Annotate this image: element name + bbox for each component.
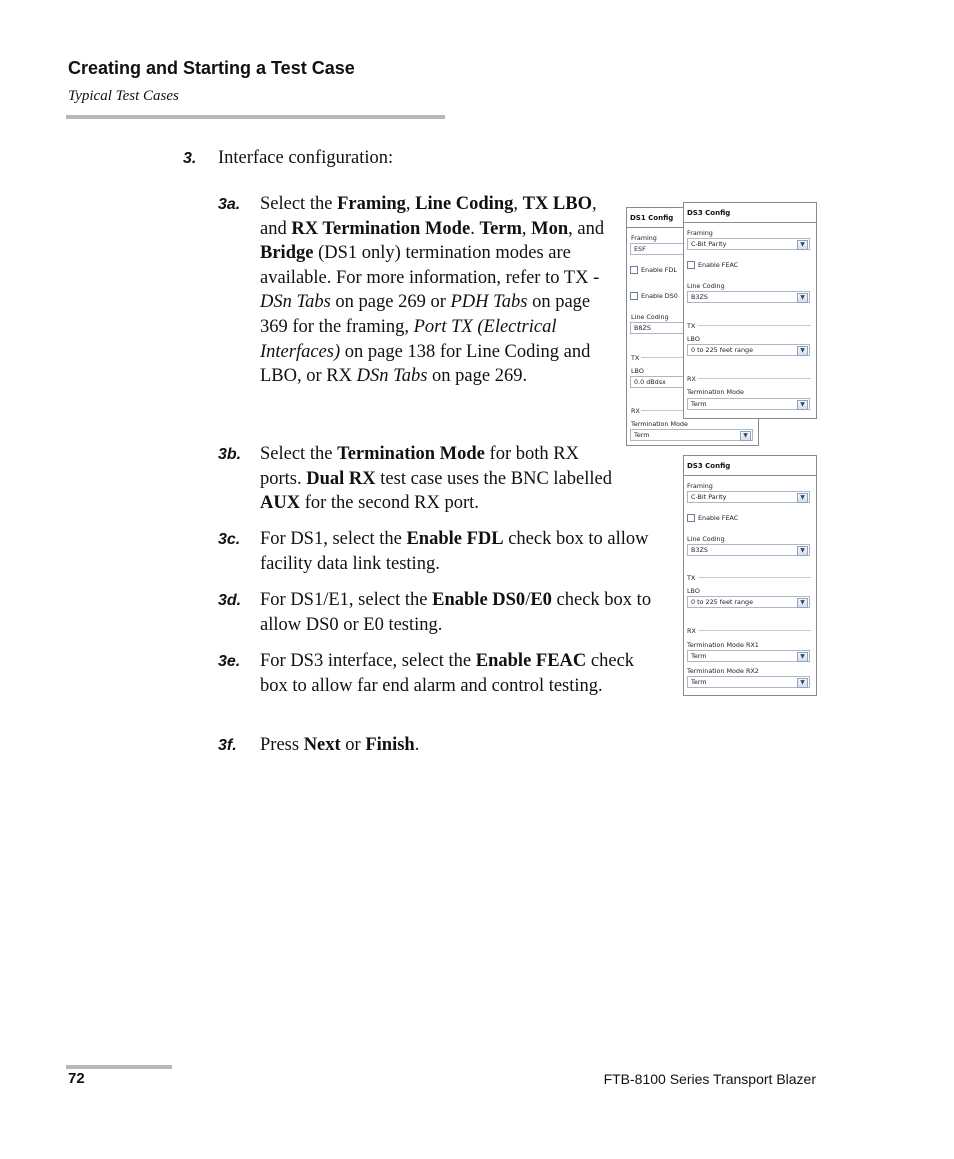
ds3b-rx-label: RX <box>687 627 696 635</box>
ds1-lbo-select[interactable]: 0.0 dBdsx <box>630 376 684 388</box>
substep-3b-text: Select the Termination Mode for both RX ports. Dual RX test case uses the BNC labelled AUX for the second RX port. <box>260 444 612 514</box>
ds3b-enable-feac-checkbox[interactable] <box>687 514 695 522</box>
chevron-down-icon[interactable]: ▼ <box>797 346 808 356</box>
ds3b-line-coding-select[interactable]: B3ZS ▼ <box>687 544 810 556</box>
ds3a-term-mode-label: Termination Mode <box>687 388 744 396</box>
substep-3a-text: Select the Framing, Line Coding, TX LBO, and RX Termination Mode. Term, Mon, and Bridge (DS1 only) termination modes are available. For more information, refer to TX - DSn Tabs on page 269 or PDH Tabs on page 369 for the framing, Port TX (Electrical Interfaces) on page 138 for Line Coding and LBO, or RX DSn Tabs on page 269. <box>260 194 605 387</box>
chevron-down-icon[interactable]: ▼ <box>797 240 808 250</box>
substep-3f-text: Press Next or Finish. <box>260 735 420 755</box>
ds3-config-panel-a <box>683 202 817 419</box>
ds3a-panel-title: DS3 Config <box>684 203 816 223</box>
substep-3d-text: For DS1/E1, select the Enable DS0/E0 check box to allow DS0 or E0 testing. <box>260 590 652 635</box>
ds3b-term-mode-rx1-select[interactable]: Term ▼ <box>687 650 810 662</box>
header-rule <box>66 115 445 119</box>
enable-ds0-checkbox[interactable] <box>630 292 638 300</box>
ds3b-term-mode-rx1-label: Termination Mode RX1 <box>687 641 759 649</box>
ds3b-line-coding-label: Line Coding <box>687 535 725 543</box>
chevron-down-icon[interactable]: ▼ <box>797 400 808 410</box>
ds1-framing-label: Framing <box>631 234 657 242</box>
ds1-term-mode-label: Termination Mode <box>631 420 688 428</box>
ds3b-framing-select[interactable]: C-Bit Parity ▼ <box>687 491 810 503</box>
section-subtitle: Typical Test Cases <box>68 88 179 104</box>
ds3b-tx-label: TX <box>687 574 696 582</box>
ds1-rx-divider <box>641 410 683 411</box>
ds3a-term-mode-select[interactable]: Term ▼ <box>687 398 810 410</box>
substep-3f-number: 3f. <box>218 737 237 754</box>
ds1-framing-select[interactable]: ESF <box>630 243 684 255</box>
ds1-line-coding-label: Line Coding <box>631 313 669 321</box>
chevron-down-icon[interactable]: ▼ <box>797 493 808 503</box>
ds3-config-panel-b <box>683 455 817 696</box>
page-number: 72 <box>68 1070 85 1087</box>
substep-3c-text: For DS1, select the Enable FDL check box to allow facility data link testing. <box>260 529 649 574</box>
chevron-down-icon[interactable]: ▼ <box>797 598 808 608</box>
ds3b-lbo-select[interactable]: 0 to 225 feet range ▼ <box>687 596 810 608</box>
substep-3e-number: 3e. <box>218 653 241 670</box>
ds3a-enable-feac-label: Enable FEAC <box>698 261 739 269</box>
ds1-lbo-label: LBO <box>631 367 644 375</box>
ds3b-term-mode-rx2-label: Termination Mode RX2 <box>687 667 759 675</box>
chevron-down-icon[interactable]: ▼ <box>740 431 751 441</box>
ds3b-tx-divider <box>698 577 811 578</box>
substep-3d-number: 3d. <box>218 592 242 609</box>
ds3a-line-coding-select[interactable]: B3ZS ▼ <box>687 291 810 303</box>
ds3a-rx-label: RX <box>687 375 696 383</box>
step-number: 3. <box>183 150 197 167</box>
enable-fdl-checkbox[interactable] <box>630 266 638 274</box>
ds3a-enable-feac-checkbox[interactable] <box>687 261 695 269</box>
ds1-tx-divider <box>641 357 683 358</box>
ds1-line-coding-select[interactable]: B8ZS <box>630 322 684 334</box>
substep-3e-text: For DS3 interface, select the Enable FEAC check box to allow far end alarm and control testing. <box>260 651 635 696</box>
ds1-tx-label: TX <box>631 354 640 362</box>
enable-fdl-label: Enable FDL <box>641 266 677 274</box>
ds1-rx-label: RX <box>631 407 640 415</box>
ds3a-rx-divider <box>698 378 811 379</box>
chevron-down-icon[interactable]: ▼ <box>797 678 808 688</box>
ds3a-tx-divider <box>698 325 811 326</box>
ds3b-framing-label: Framing <box>687 482 713 490</box>
ds3b-lbo-label: LBO <box>687 587 700 595</box>
ds3a-line-coding-label: Line Coding <box>687 282 725 290</box>
ds3b-rx-divider <box>698 630 811 631</box>
chevron-down-icon[interactable]: ▼ <box>797 546 808 556</box>
ds3a-framing-select[interactable]: C-Bit Parity ▼ <box>687 238 810 250</box>
ds1-term-mode-select[interactable]: Term ▼ <box>630 429 753 441</box>
enable-ds0-label: Enable DS0 <box>641 292 678 300</box>
ds3b-term-mode-rx2-select[interactable]: Term ▼ <box>687 676 810 688</box>
ds3a-framing-label: Framing <box>687 229 713 237</box>
ds3b-panel-title: DS3 Config <box>684 456 816 476</box>
chevron-down-icon[interactable]: ▼ <box>797 652 808 662</box>
substep-3c-number: 3c. <box>218 531 241 548</box>
document-title: FTB-8100 Series Transport Blazer <box>603 1071 816 1087</box>
substep-3b-number: 3b. <box>218 446 242 463</box>
ds3b-enable-feac-label: Enable FEAC <box>698 514 739 522</box>
ds3a-lbo-label: LBO <box>687 335 700 343</box>
chevron-down-icon[interactable]: ▼ <box>797 293 808 303</box>
ds3a-tx-label: TX <box>687 322 696 330</box>
footer-rule <box>66 1065 172 1069</box>
ds1-panel-title: DS1 Config <box>627 208 758 228</box>
step-text: Interface configuration: <box>218 148 394 168</box>
ds3a-lbo-select[interactable]: 0 to 225 feet range ▼ <box>687 344 810 356</box>
chapter-title: Creating and Starting a Test Case <box>68 58 355 78</box>
substep-3a-number: 3a. <box>218 196 241 213</box>
